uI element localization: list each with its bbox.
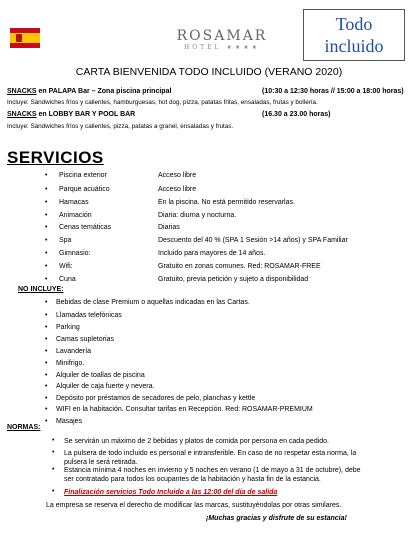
bullet: • <box>45 186 48 193</box>
norma-text: Se servirán un máximo de 2 bebidas y platos de comida por persona en cada pedido. <box>64 438 329 445</box>
service-description: Incluido para mayores de 14 años. <box>158 250 266 257</box>
service-name: Wifi: <box>59 263 73 270</box>
todo-incluido-box <box>303 9 405 61</box>
no-incluye-item: Alquiler de toallas de piscina <box>56 372 145 379</box>
snacks-palapa-includes: Incluye: Sándwiches fríos y calientes, hamburguesas, hot dog, pizza, patatas fritas, ensaladas, frutas y bollería. <box>7 99 318 106</box>
no-incluye-item: Camas supletorias <box>56 336 114 343</box>
todo-line-2: incluido <box>324 36 384 56</box>
bullet: • <box>45 348 48 355</box>
bullet: • <box>45 406 48 413</box>
final-norma: Finalización servicios Todo Incluido a las 12:00 del día de salida <box>64 489 278 496</box>
service-description: Diaria: diurna y nocturna. <box>158 212 237 219</box>
service-description: Diarias <box>158 224 180 231</box>
bullet: • <box>45 212 48 219</box>
bullet: • <box>45 299 48 306</box>
service-name: Hamacas <box>59 199 89 206</box>
service-description: Descuento del 40 % (SPA 1 Sesión >14 años) y SPA Familiar <box>158 237 348 244</box>
no-incluye-item: Minifrigo. <box>56 360 85 367</box>
no-incluye-item: Bebidas de clase Premium o aquellas indicadas en las Cartas. <box>56 299 250 306</box>
bullet: • <box>45 418 48 425</box>
no-incluye-item: Masajes <box>56 418 83 425</box>
service-description: Gratuito en zonas comunes. Red: ROSAMAR-FREE <box>158 263 321 270</box>
service-description: Gratuito, previa petición y sujeto a disponibilidad <box>158 276 309 283</box>
no-incluye-item: Parking <box>56 324 80 331</box>
service-name: Gimnasio: <box>59 250 91 257</box>
snacks-label: SNACKS <box>7 111 37 118</box>
service-name: Parque acuático <box>59 186 110 193</box>
bullet: • <box>52 466 55 473</box>
logo-subtext: HOTEL ★★★★ <box>184 44 260 51</box>
snacks-lobby-line <box>7 111 135 118</box>
spain-flag-icon <box>10 28 40 48</box>
snacks-place: en LOBBY BAR Y POOL BAR <box>36 111 136 118</box>
bullet: • <box>45 324 48 331</box>
snacks-label: SNACKS <box>7 88 37 95</box>
service-description: Acceso libre <box>158 186 197 193</box>
bullet: • <box>45 237 48 244</box>
bullet: • <box>45 250 48 257</box>
snacks-palapa-hours: (10:30 a 12:30 horas // 15:00 a 18:00 horas) <box>262 88 404 95</box>
snacks-place: en PALAPA Bar – Zona piscina principal <box>36 88 172 95</box>
snacks-lobby-includes: Incluye: Sándwiches fríos y calientes, pizza, patatas a granel, ensaladas y frutas. <box>7 123 234 130</box>
snacks-palapa-line <box>7 88 171 95</box>
disclaimer-text: La empresa se reserva el derecho de modificar las marcas, sustituyéndolas por otras similares. <box>46 502 342 509</box>
norma-text: Estancia mínima 4 noches en invierno y 5 noches en verano (1 de mayo a 31 de octubre), debe <box>64 467 361 474</box>
no-incluye-item: Lavandería <box>56 348 92 355</box>
norma-text: ser contratado para todos los ocupantes de la habitación y hasta fin de la estancia. <box>64 476 321 483</box>
servicios-heading: SERVICIOS <box>7 148 104 167</box>
bullet: • <box>45 172 48 179</box>
bullet: • <box>52 449 55 456</box>
logo-text: ROSAMAR <box>176 28 268 44</box>
bullet: • <box>52 488 55 495</box>
page-title: CARTA BIENVENIDA TODO INCLUIDO (VERANO 2020) <box>75 66 343 78</box>
bullet: • <box>45 312 48 319</box>
bullet: • <box>45 199 48 206</box>
service-name: Spa <box>59 237 72 244</box>
service-description: Acceso libre <box>158 172 197 179</box>
bullet: • <box>45 372 48 379</box>
no-incluye-item: WIFI en la habitación. Consultar tarifas en Recepción. Red: ROSAMAR-PREMIUM <box>56 406 313 413</box>
service-description: En la piscina. No está permitido reservarlas. <box>158 199 295 206</box>
norma-text: pulsera le será retirada. <box>64 459 138 466</box>
no-incluye-heading: NO INCLUYE: <box>18 286 64 293</box>
service-name: Piscina exterior <box>59 172 107 179</box>
norma-text: La pulsera de todo incluido es personal e intransferible. En caso de no respetar esta norma, la <box>64 450 357 457</box>
normas-heading: NORMAS: <box>7 424 41 431</box>
bullet: • <box>45 276 48 283</box>
hotel-logo <box>172 28 272 51</box>
bullet: • <box>52 437 55 444</box>
no-incluye-item: Llamadas telefónicas <box>56 312 122 319</box>
bullet: • <box>45 360 48 367</box>
bullet: • <box>45 383 48 390</box>
snacks-lobby-hours: (16.30 a 23.00 horas) <box>262 111 331 118</box>
thanks-text: ¡Muchas gracias y disfrute de su estancia! <box>206 515 347 522</box>
bullet: • <box>45 336 48 343</box>
todo-line-1: Todo <box>335 14 373 34</box>
bullet: • <box>45 263 48 270</box>
no-incluye-item: Alquiler de caja fuerte y nevera. <box>56 383 155 390</box>
service-name: Cenas temáticas <box>59 224 112 231</box>
service-name: Cuna <box>59 276 76 283</box>
bullet: • <box>45 224 48 231</box>
no-incluye-item: Depósito por préstamos de secadores de pelo, planchas y kettle <box>56 395 256 402</box>
service-name: Animación <box>59 212 92 219</box>
bullet: • <box>45 395 48 402</box>
